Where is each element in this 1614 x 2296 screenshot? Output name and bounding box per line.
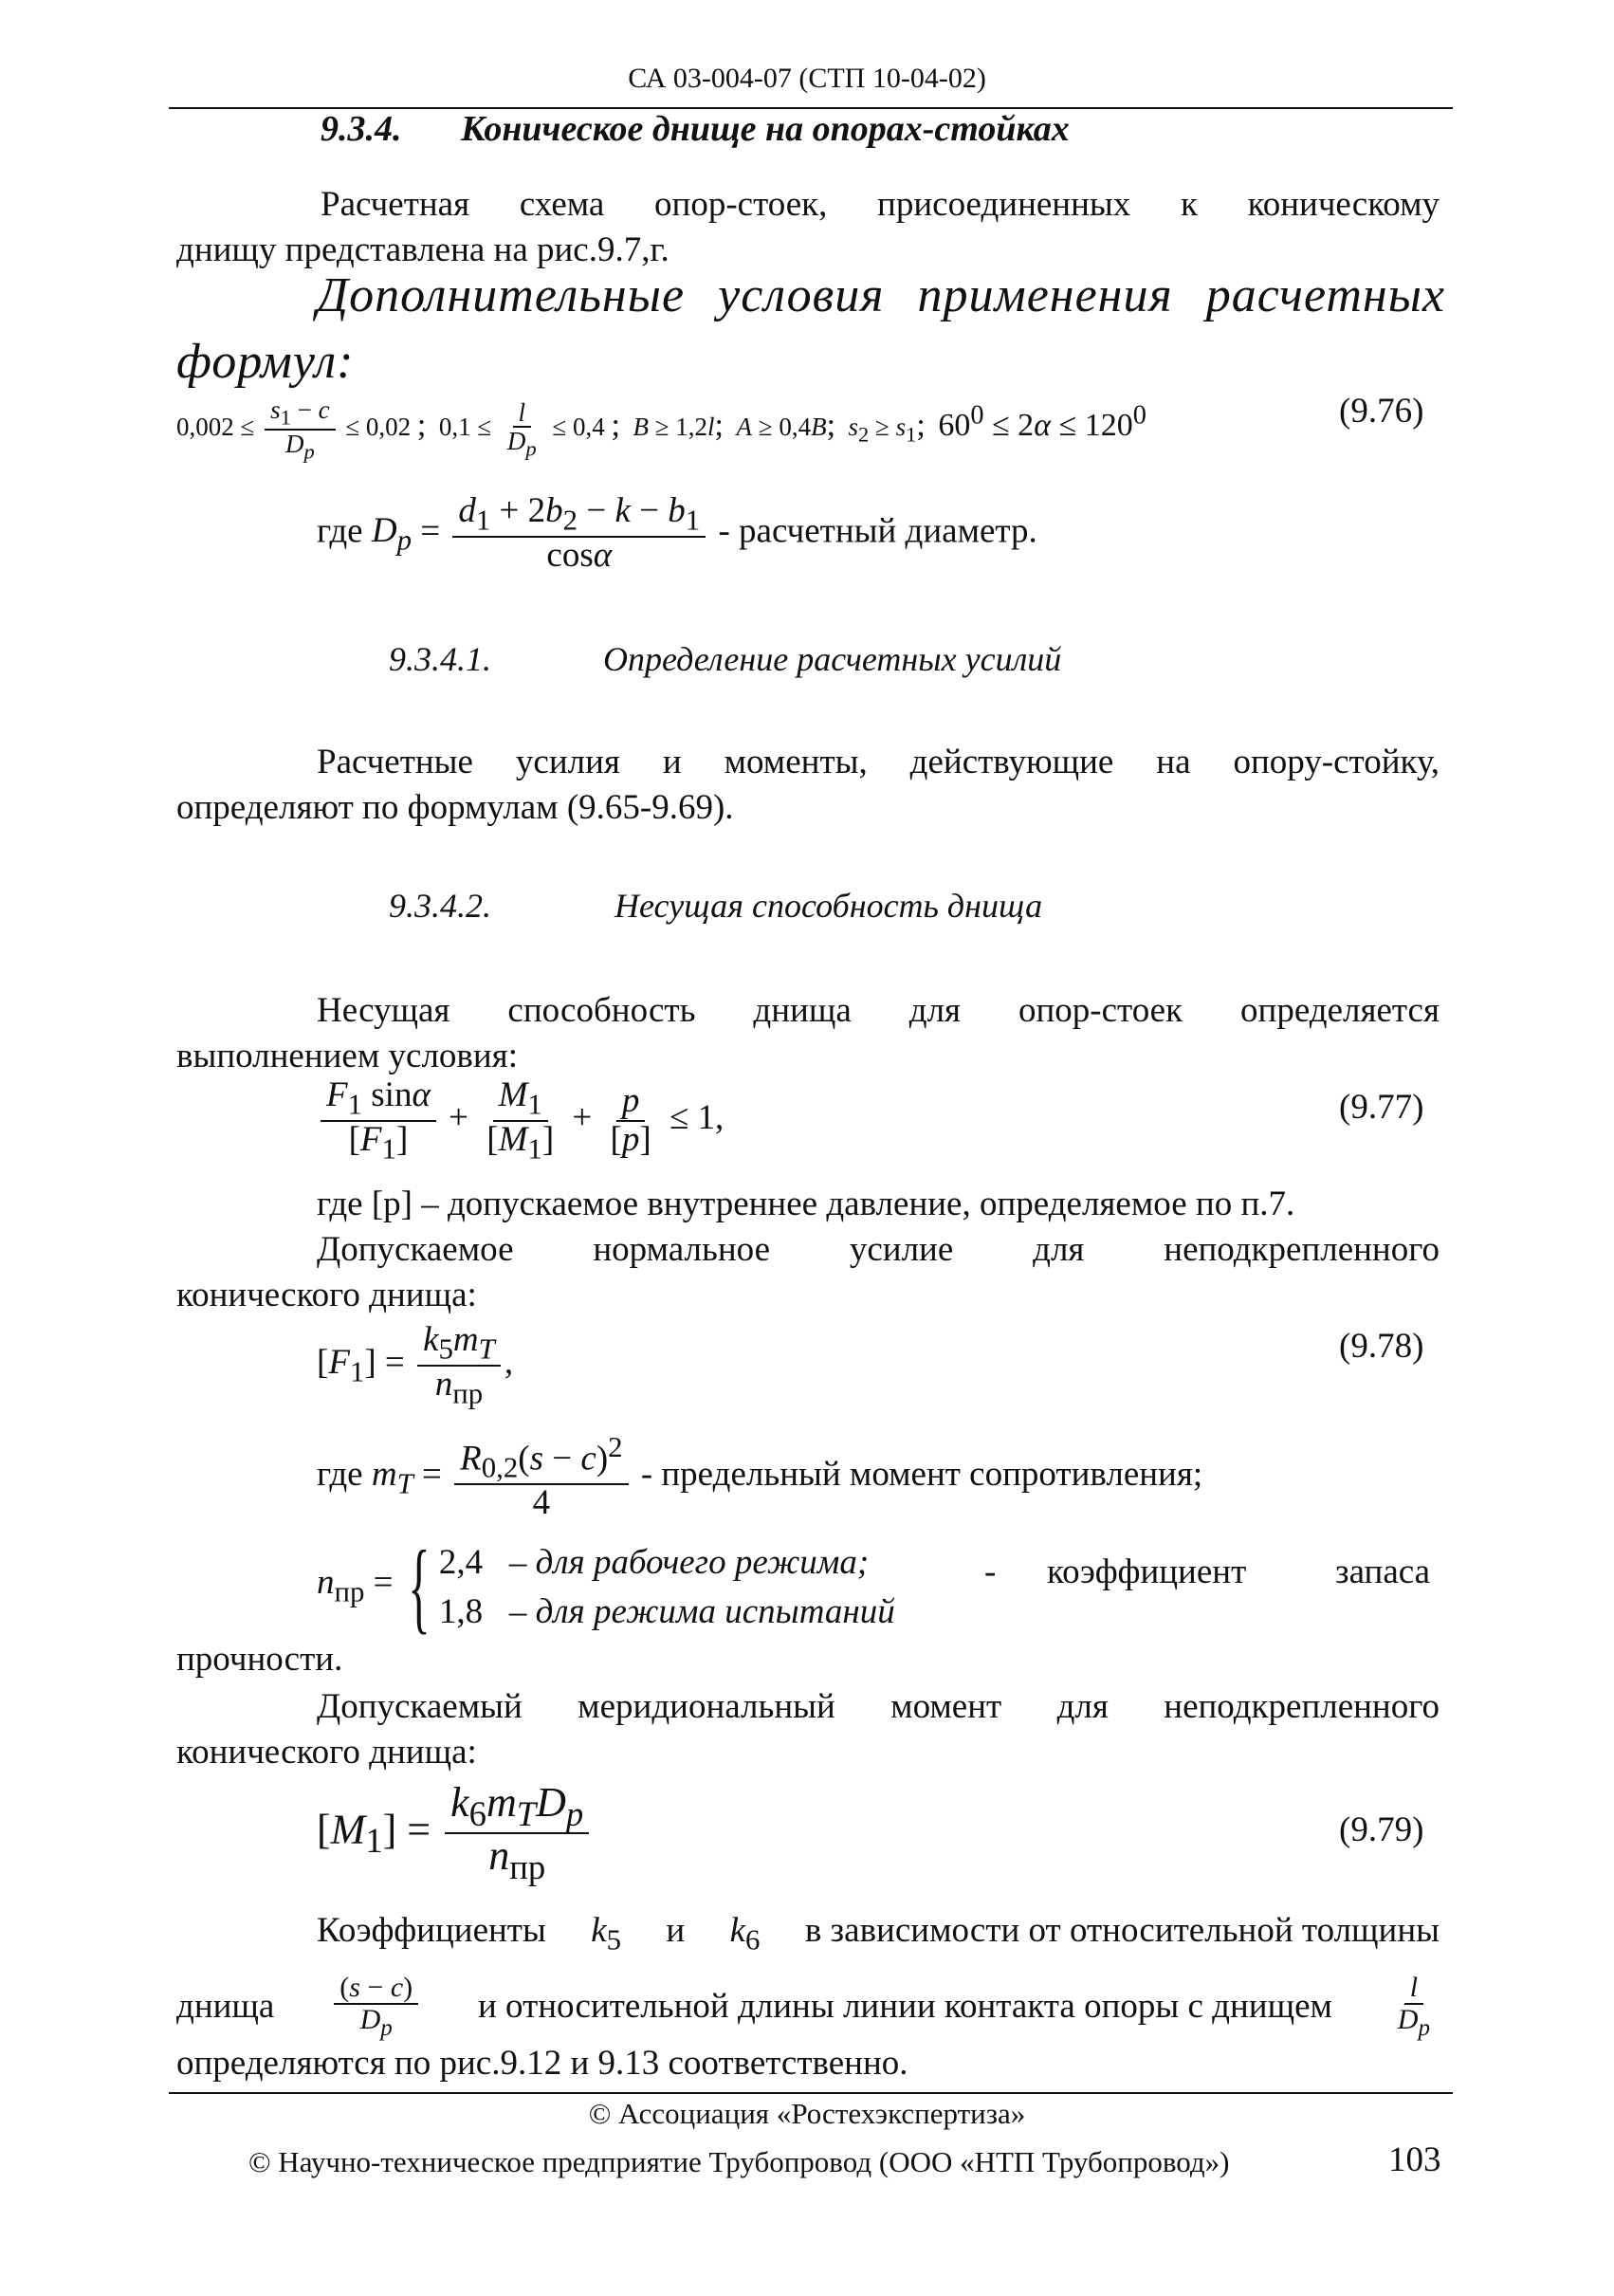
coef-line1-c: в зависимости от относительной толщины <box>804 1911 1440 1950</box>
coef-line2: днища $\frac{(s - c)}{D_p}$ и относительной длины линии контакта опоры с днищем $\frac{l}{D_p}$ <box>176 1972 1430 2041</box>
p-definition: где [p] – допускаемое внутреннее давление, определяемое по п.7. <box>317 1185 1295 1223</box>
paragraph-line: определяются по рис.9.12 и 9.13 соответственно. <box>176 2044 908 2083</box>
mt-definition: где $m_T$ = $\frac{R_{0,2}(s - c)^2}{4}$ - предельный момент сопротивления; <box>317 1431 1203 1523</box>
formula-9-78: $[F_1]$ = $\frac{k_5m_T}{n_{пр}}$ , <box>317 1320 514 1410</box>
paragraph-line: конического днища: <box>176 1276 477 1314</box>
paragraph-line: выполнением условия: <box>176 1037 518 1075</box>
conditions-heading-line1: Дополнительные условия применения расчетных <box>317 268 1445 322</box>
paragraph-line: конического днища: <box>176 1733 477 1772</box>
section-number: 9.3.4. <box>321 109 402 149</box>
formula-9-79: $[M_1]$ = $\frac{k_6m_TD_p}{n_{пр}}$ <box>317 1781 593 1886</box>
dp-definition-text: - расчетный диаметр. <box>718 511 1037 551</box>
coef-line1-b: и <box>666 1911 686 1950</box>
paragraph-line: определяют по формулам (9.65-9.69). <box>176 788 734 827</box>
dash: - <box>984 1552 997 1591</box>
subsection-title: Определение расчетных усилий <box>603 640 1062 678</box>
formula-9-76: 0,002 ≤ $\frac{s_1 - c}{D_p}$ ≤ 0,02 ; 0,1 ≤ $\frac{l}{D_p}$ ≤ 0,4 ; B ≥ 1,2l; A ≥ 0,4B; $s_2 \ge s_1$; $60^0 \le 2\alpha \le 120^0$ <box>176 395 1146 464</box>
equation-number: (9.78) <box>1339 1327 1424 1366</box>
case-test: – для режима испытаний <box>508 1592 895 1631</box>
npr-cases: $n_{пр}$ = { 2,4 – для рабочего режима; 1,8 – для режима испытаний <box>317 1531 895 1644</box>
paragraph-line: Допускаемый меридиональный момент для неподкрепленного <box>317 1687 1440 1726</box>
section-title-text: Коническое днище на опорах-стойках <box>461 109 1070 149</box>
footer-rule <box>169 2092 1453 2094</box>
page-number: 103 <box>1388 2140 1441 2179</box>
footer-association: © Ассоциация «Ростехэкспертиза» <box>588 2097 1026 2130</box>
coef-label2: запаса <box>1335 1552 1431 1591</box>
case-work: – для рабочего режима; <box>508 1543 870 1582</box>
equation-number: (9.76) <box>1339 392 1424 431</box>
subsection-number: 9.3.4.1. <box>389 640 491 678</box>
subsection-title: Несущая способность днища <box>614 887 1043 925</box>
coef-line2-a: днища <box>176 1987 275 2027</box>
coef-line1: Коэффициенты $k_5$ и $k_6$ в зависимости от относительной толщины <box>317 1906 1440 1964</box>
section-title <box>321 108 1070 150</box>
dp-definition: где $D_p$ = $\frac{d_1 + 2b_2 - k - b_1}{\cos\alpha}$ - расчетный диаметр. <box>317 491 1037 575</box>
paragraph-line: Расчетные усилия и моменты, действующие на опору-стойку, <box>317 743 1440 781</box>
strength-word: прочности. <box>176 1640 343 1679</box>
coef-label: коэффициент <box>1047 1552 1247 1591</box>
paragraph-line: Расчетная схема опор-стоек, присоединенных к коническому <box>321 185 1440 224</box>
equation-number: (9.79) <box>1339 1810 1424 1849</box>
footer-enterprise: © Научно-техническое предприятие Трубопровод (ООО «НТП Трубопровод») <box>248 2145 1230 2178</box>
document-header-code: СА 03-004-07 (СТП 10-04-02) <box>628 63 986 94</box>
paragraph-line: днищу представлена на рис.9.7,г. <box>176 230 669 269</box>
paragraph-line: Допускаемое нормальное усилие для неподкрепленного <box>317 1230 1440 1269</box>
subsection-number: 9.3.4.2. <box>389 887 491 925</box>
formula-9-77: $\frac{F_1 \sin\alpha}{[F_1]}$ + $\frac{M_1}{[M_1]}$ + $\frac{p}{[p]}$ ≤ 1, <box>317 1077 724 1165</box>
equation-number: (9.77) <box>1339 1088 1424 1127</box>
coef-line2-b: и относительной длины линии контакта опоры с днищем <box>478 1987 1332 2027</box>
coef-line1-a: Коэффициенты <box>317 1911 546 1950</box>
mt-definition-text: - предельный момент сопротивления; <box>640 1454 1203 1494</box>
conditions-heading-line2: формул: <box>176 335 355 389</box>
paragraph-line: Несущая способность днища для опор-стоек определяется <box>317 991 1440 1030</box>
